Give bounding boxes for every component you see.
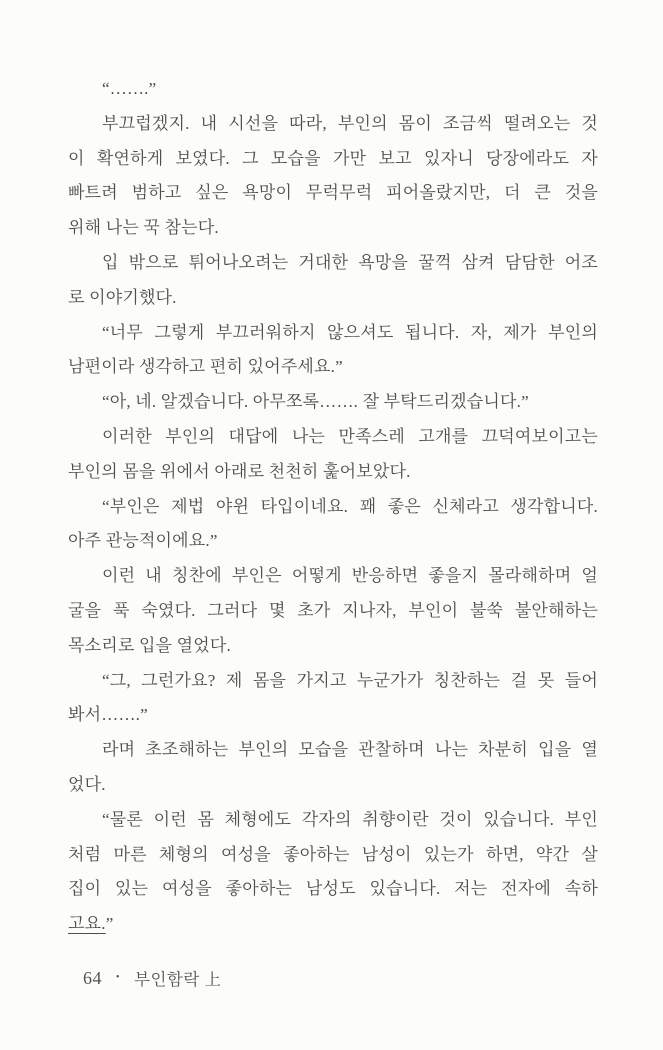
text-line: 위해 나는 꾹 참는다. bbox=[68, 218, 219, 238]
text-line: 남편이라 생각하고 편히 있어주세요.” bbox=[68, 357, 343, 377]
text-line: 입 밖으로 튀어나오려는 거대한 욕망을 꿀꺽 삼켜 담담한 어조 bbox=[102, 252, 598, 272]
text-line: 이런 내 칭찬에 부인은 어떻게 반응하면 좋을지 몰라해하며 얼 bbox=[102, 566, 598, 586]
text-line: 굴을 푹 숙였다. 그러다 몇 초가 지나자, 부인이 불쑥 불안해하는 bbox=[68, 600, 598, 620]
paragraph bbox=[68, 664, 598, 734]
paragraph bbox=[68, 385, 598, 420]
paragraph bbox=[68, 72, 598, 107]
page-footer bbox=[83, 966, 221, 990]
paragraph bbox=[68, 420, 598, 490]
closing-quote: ” bbox=[105, 914, 114, 934]
paragraph bbox=[68, 107, 598, 246]
text-line: 부인의 몸을 위에서 아래로 천천히 훑어보았다. bbox=[68, 461, 411, 481]
text-line: “아, 네. 알겠습니다. 아무쪼록……. 잘 부탁드리겠습니다.” bbox=[102, 392, 529, 412]
text-line: 라며 초조해하는 부인의 모습을 관찰하며 나는 차분히 입을 열 bbox=[102, 740, 598, 760]
text-line: 부끄럽겠지. 내 시선을 따라, 부인의 몸이 조금씩 떨려오는 것 bbox=[102, 113, 598, 133]
body-text bbox=[68, 72, 598, 942]
text-line: 었다. bbox=[68, 774, 106, 794]
text-line: “너무 그렇게 부끄러워하지 않으셔도 됩니다. 자, 제가 부인의 bbox=[102, 322, 598, 342]
text-line: 아주 관능적이에요.” bbox=[68, 531, 218, 551]
paragraph bbox=[68, 803, 598, 942]
text-line: “그, 그런가요? 제 몸을 가지고 누군가가 칭찬하는 걸 못 들어 bbox=[102, 670, 598, 690]
text-line: “부인은 제법 야윈 타입이네요. 꽤 좋은 신체라고 생각합니다. bbox=[102, 496, 598, 516]
text-line: 처럼 마른 체형의 여성을 좋아하는 남성이 있는가 하면, 약간 살 bbox=[68, 844, 598, 864]
text-line: 빠트려 범하고 싶은 욕망이 무럭무럭 피어올랐지만, 더 큰 것을 bbox=[68, 183, 598, 203]
text-line: 이 확연하게 보였다. 그 모습을 가만 보고 있자니 당장에라도 자 bbox=[68, 148, 598, 168]
paragraph bbox=[68, 316, 598, 386]
text-line: “…….” bbox=[102, 79, 157, 98]
underlined-text: 고요. bbox=[68, 914, 106, 934]
text-line: 목소리로 입을 열었다. bbox=[68, 635, 231, 655]
text-line: “물론 이런 몸 체형에도 각자의 취향이란 것이 있습니다. 부인 bbox=[102, 809, 598, 829]
text-line: 봐서…….” bbox=[68, 705, 148, 725]
text-line: 이러한 부인의 대답에 나는 만족스레 고개를 끄덕여보이고는 bbox=[102, 426, 598, 446]
footer-bullet: • bbox=[116, 971, 121, 983]
paragraph bbox=[68, 733, 598, 803]
page-number: 64 bbox=[83, 967, 102, 988]
text-line: 집이 있는 여성을 좋아하는 남성도 있습니다. 저는 전자에 속하 bbox=[68, 879, 598, 899]
book-title: 부인함락 上 bbox=[134, 970, 222, 989]
paragraph bbox=[68, 246, 598, 316]
paragraph bbox=[68, 490, 598, 560]
paragraph bbox=[68, 559, 598, 663]
text-line: 로 이야기했다. bbox=[68, 287, 177, 307]
text-line bbox=[68, 907, 598, 942]
